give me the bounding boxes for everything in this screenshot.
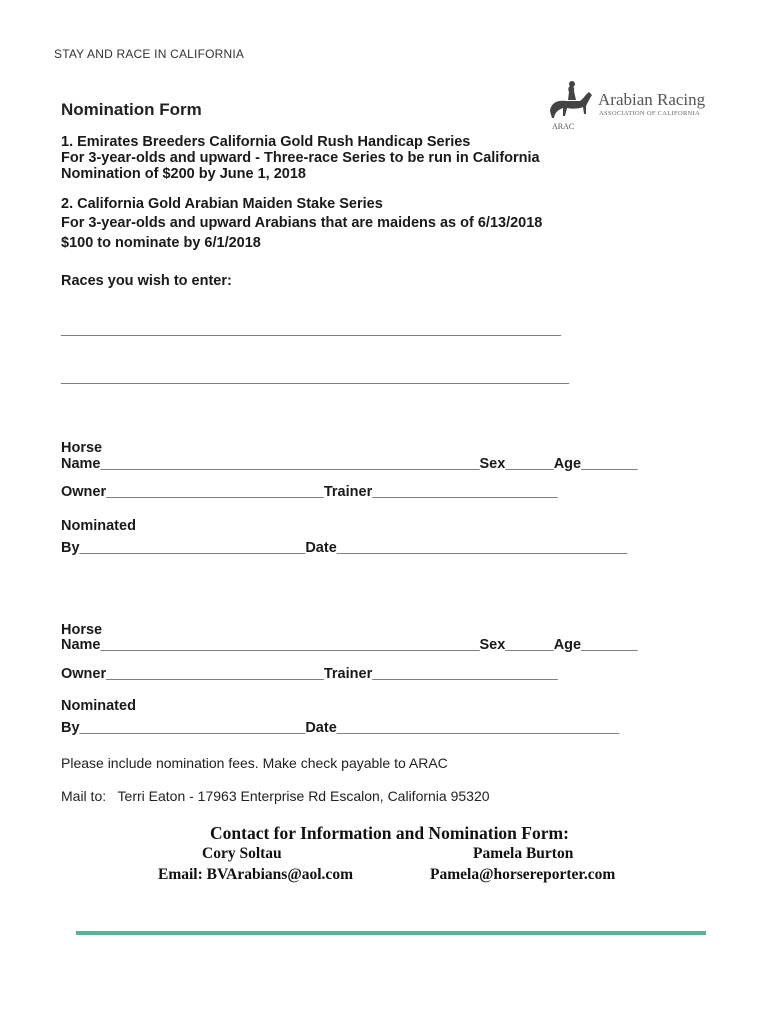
series1-line1: 1. Emirates Breeders California Gold Rush Handicap Series xyxy=(61,134,471,150)
contact-heading: Contact for Information and Nomination Form: xyxy=(210,823,569,843)
logo-abbr-text: ARAC xyxy=(552,122,575,131)
series2-line2: For 3-year-olds and upward Arabians that are maidens as of 6/13/2018 xyxy=(61,215,543,231)
races-field-2[interactable]: _______________________________________________________________ xyxy=(61,370,570,386)
footer-divider xyxy=(76,931,706,935)
arac-logo xyxy=(546,80,716,136)
contact-left-email[interactable]: Email: BVArabians@aol.com xyxy=(158,866,353,883)
horse-rider-icon xyxy=(546,80,596,124)
series2-line3: $100 to nominate by 6/1/2018 xyxy=(61,235,261,251)
races-label: Races you wish to enter: xyxy=(61,273,232,289)
form-title: Nomination Form xyxy=(61,100,202,119)
logo-sub-text: ASSOCIATION OF CALIFORNIA xyxy=(599,110,701,117)
contact-left-name: Cory Soltau xyxy=(202,845,282,862)
header-caption: STAY AND RACE IN CALIFORNIA xyxy=(54,47,245,61)
contact-right-email[interactable]: Pamela@horsereporter.com xyxy=(430,866,616,883)
series1-line2: For 3-year-olds and upward - Three-race Series to be run in California xyxy=(61,150,540,166)
contact-right-name: Pamela Burton xyxy=(473,845,574,862)
entry1-nominated-label: Nominated xyxy=(61,518,136,534)
entry2-owner-trainer-field[interactable]: Owner___________________________Trainer_______________________ xyxy=(61,666,558,682)
entry1-name-sex-age-field[interactable]: Name_______________________________________________Sex______Age_______ xyxy=(61,456,638,472)
series2-line1: 2. California Gold Arabian Maiden Stake Series xyxy=(61,196,383,212)
entry2-nominated-label: Nominated xyxy=(61,698,136,714)
entry2-by-date-field[interactable]: By____________________________Date___________________________________ xyxy=(61,720,620,736)
entry1-by-date-field[interactable]: By____________________________Date____________________________________ xyxy=(61,540,628,556)
series1-line3: Nomination of $200 by June 1, 2018 xyxy=(61,166,306,182)
races-field-1[interactable]: ______________________________________________________________ xyxy=(61,322,561,338)
entry2-name-sex-age-field[interactable]: Name_______________________________________________Sex______Age_______ xyxy=(61,637,638,653)
logo-brand-text: Arabian Racing xyxy=(598,90,706,109)
entry1-horse-label: Horse xyxy=(61,440,103,456)
fees-note: Please include nomination fees. Make check payable to ARAC xyxy=(61,755,448,771)
mail-to-address: Mail to: Terri Eaton - 17963 Enterprise Rd Escalon, California 95320 xyxy=(61,788,490,804)
entry2-horse-label: Horse xyxy=(61,622,103,638)
entry1-owner-trainer-field[interactable]: Owner___________________________Trainer_______________________ xyxy=(61,484,558,500)
